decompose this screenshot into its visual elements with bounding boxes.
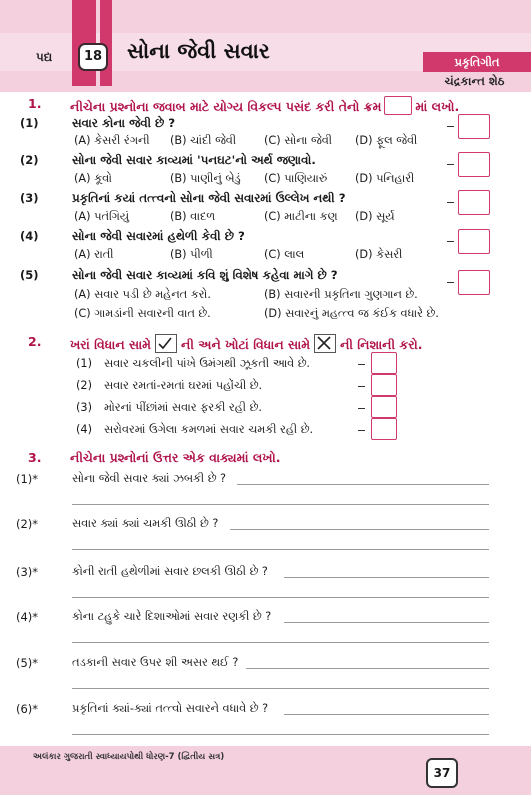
answer-dash bbox=[358, 364, 365, 365]
answer-dash bbox=[358, 386, 365, 387]
answer-dash bbox=[447, 126, 454, 127]
statement-number: (3) bbox=[76, 401, 93, 414]
answer-line[interactable] bbox=[72, 642, 489, 643]
answer-box[interactable] bbox=[458, 229, 490, 254]
short-question-number: (4)* bbox=[16, 610, 39, 624]
mcq-question: સવાર કોના જેવી છે ? bbox=[72, 116, 176, 130]
statement-number: (2) bbox=[76, 379, 93, 392]
short-question-number: (2)* bbox=[16, 517, 39, 531]
answer-box[interactable] bbox=[458, 190, 490, 215]
mcq-option: (B) ચાંદી જેવી bbox=[170, 134, 237, 147]
short-question-number: (6)* bbox=[16, 702, 39, 716]
section2-part-c: ની નિશાની કરો. bbox=[340, 337, 423, 352]
statement-text: સવાર ચકલીની પાંખે ઉમંગથી ઝૂકતી આવે છે. bbox=[104, 357, 311, 370]
section1-instruction-b: માં લખો. bbox=[415, 99, 460, 114]
mcq-option: (C) લાલ bbox=[264, 248, 305, 261]
answer-line[interactable] bbox=[284, 714, 489, 715]
answer-line[interactable] bbox=[284, 577, 489, 578]
statement-text: મોરનાં પીંછાંમાં સવાર ફરકી રહી છે. bbox=[104, 401, 262, 414]
mcq-option: (C) સોના જેવી bbox=[264, 134, 332, 147]
page-number: 37 bbox=[426, 758, 458, 788]
true-false-box[interactable] bbox=[371, 352, 397, 374]
section2-number: 2. bbox=[28, 334, 42, 349]
answer-line[interactable] bbox=[72, 549, 489, 550]
answer-box[interactable] bbox=[458, 270, 490, 295]
mcq-question: સોના જેવી સવાર કાવ્યમાં કવિ શું વિશેષ કહેવા માગે છે ? bbox=[72, 268, 338, 282]
section1-number: 1. bbox=[28, 96, 42, 111]
mcq-option: (D) પનિહારી bbox=[355, 172, 415, 185]
mcq-number: (5) bbox=[20, 268, 39, 282]
statement-text: સરોવરમાં ઉગેલા કમળમાં સવાર ચમકી રહી છે. bbox=[104, 423, 314, 436]
mcq-option: (B) સવારની પ્રકૃતિના ગુણગાન છે. bbox=[264, 288, 418, 301]
short-question-number: (1)* bbox=[16, 472, 39, 486]
short-question-text: સોના જેવી સવાર ક્યાં ઝબકી છે ? bbox=[72, 472, 227, 485]
mcq-option: (B) પાણીનું બેડું bbox=[170, 172, 241, 185]
mcq-option: (A) રાતી bbox=[74, 248, 114, 261]
mcq-option: (A) સવાર પડી છે મહેનત કરો. bbox=[74, 288, 211, 301]
mcq-question: સોના જેવી સવારમાં હથેળી કેવી છે ? bbox=[72, 229, 245, 243]
author-name: ચંદ્રકાન્ત શેઠ bbox=[444, 74, 505, 88]
short-question-text: કોની રાતી હથેળીમાં સવાર છલકી ઊઠી છે ? bbox=[72, 565, 268, 578]
section3-heading: નીચેના પ્રશ્નોનાં ઉત્તર એક વાક્યમાં લખો. bbox=[70, 450, 281, 465]
answer-dash bbox=[447, 241, 454, 242]
short-question-text: કોના ટહુકે ચારે દિશાઓમાં સવાર રણકી છે ? bbox=[72, 610, 272, 623]
answer-dash bbox=[358, 430, 365, 431]
mcq-option: (D) સવારનું મહત્ત્વ જ કંઈક વધારે છે. bbox=[264, 307, 439, 320]
true-false-box[interactable] bbox=[371, 418, 397, 440]
short-question-number: (5)* bbox=[16, 656, 39, 670]
section2-part-a: ખરાં વિધાન સામે bbox=[70, 337, 152, 352]
topic-label: પદ્ય bbox=[36, 50, 53, 64]
section3-number: 3. bbox=[28, 450, 42, 465]
mcq-option: (D) કેસરી bbox=[355, 248, 403, 261]
section2-part-b: ની અને ખોટાં વિધાન સામે bbox=[181, 337, 311, 352]
short-question-text: તડકાની સવાર ઉપર શી અસર થઈ ? bbox=[72, 656, 239, 669]
section1-heading bbox=[70, 96, 459, 115]
answer-dash bbox=[447, 282, 454, 283]
mcq-number: (1) bbox=[20, 116, 39, 130]
genre-tag: પ્રકૃતિગીત bbox=[423, 52, 531, 72]
answer-dash bbox=[447, 164, 454, 165]
mcq-option: (A) પતંગિયું bbox=[74, 210, 130, 223]
answer-line[interactable] bbox=[72, 504, 489, 505]
short-question-number: (3)* bbox=[16, 565, 39, 579]
answer-line[interactable] bbox=[72, 688, 489, 689]
mcq-option: (A) કેસરી રંગની bbox=[74, 134, 150, 147]
mcq-option: (C) પાણિયારું bbox=[264, 172, 328, 185]
answer-line[interactable] bbox=[72, 597, 489, 598]
mcq-number: (3) bbox=[20, 191, 39, 205]
answer-code-box-sample bbox=[384, 96, 412, 115]
mcq-option: (B) પીળી bbox=[170, 248, 213, 261]
mcq-number: (4) bbox=[20, 229, 39, 243]
tick-icon bbox=[155, 334, 177, 353]
true-false-box[interactable] bbox=[371, 396, 397, 418]
book-title: અલંકાર ગુજરાતી સ્વાધ્યાયપોથી ધોરણ-7 (દ્વિતીય સત્ર) bbox=[33, 752, 225, 762]
answer-line[interactable] bbox=[230, 529, 489, 530]
cross-icon bbox=[314, 334, 336, 353]
statement-text: સવાર રમતાં-રમતાં ઘરમાં પહોંચી છે. bbox=[104, 379, 263, 392]
section2-heading bbox=[70, 334, 423, 353]
mcq-option: (A) કૂવો bbox=[74, 172, 112, 185]
page-title: સોના જેવી સવાર bbox=[127, 39, 270, 63]
mcq-number: (2) bbox=[20, 153, 39, 167]
mcq-option: (D) સૂર્ય bbox=[355, 210, 395, 223]
answer-box[interactable] bbox=[458, 114, 490, 139]
answer-line[interactable] bbox=[246, 668, 489, 669]
answer-box[interactable] bbox=[458, 152, 490, 177]
answer-dash bbox=[447, 202, 454, 203]
section1-instruction-a: નીચેના પ્રશ્નોના જવાબ માટે યોગ્ય વિકલ્પ પસંદ કરી તેનો ક્રમ bbox=[70, 99, 382, 114]
lesson-number-badge: 18 bbox=[78, 43, 108, 71]
statement-number: (4) bbox=[76, 423, 93, 436]
answer-dash bbox=[358, 408, 365, 409]
answer-line[interactable] bbox=[237, 484, 489, 485]
answer-line[interactable] bbox=[72, 734, 489, 735]
mcq-option: (D) ફૂલ જેવી bbox=[355, 134, 418, 147]
mcq-option: (C) માટીના કણ bbox=[264, 210, 338, 223]
short-question-text: પ્રકૃતિનાં ક્યાં-ક્યાં તત્ત્વો સવારને વધાવે છે ? bbox=[72, 702, 269, 715]
mcq-question: પ્રકૃતિનાં કયાં તત્ત્વનો સોના જેવી સવારમાં ઉલ્લેખ નથી ? bbox=[72, 191, 346, 205]
true-false-box[interactable] bbox=[371, 374, 397, 396]
answer-line[interactable] bbox=[284, 622, 489, 623]
mcq-question: સોના જેવી સવાર કાવ્યમાં 'પનઘટ'નો અર્થ જણાવો. bbox=[72, 153, 316, 167]
statement-number: (1) bbox=[76, 357, 93, 370]
mcq-option: (C) ગામડાંની સવારની વાત છે. bbox=[74, 307, 211, 320]
short-question-text: સવાર ક્યાં ક્યાં ચમકી ઊઠી છે ? bbox=[72, 517, 219, 530]
mcq-option: (B) વાદળ bbox=[170, 210, 216, 223]
